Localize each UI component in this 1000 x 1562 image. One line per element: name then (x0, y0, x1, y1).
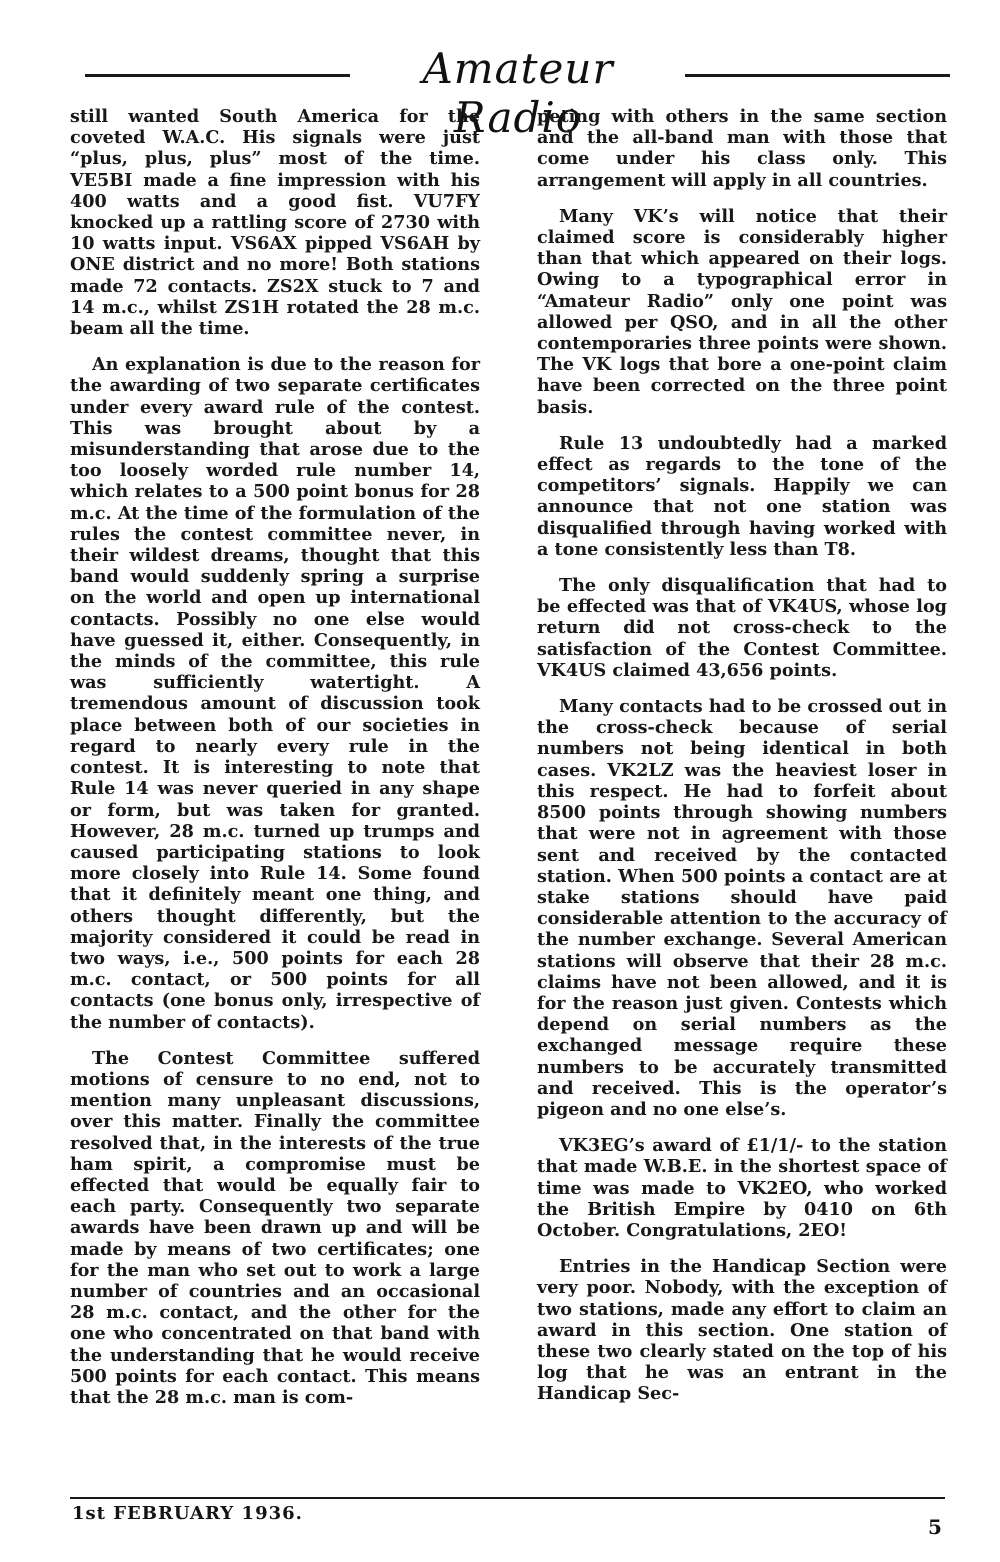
footer-rule (70, 1497, 945, 1499)
right-column (537, 106, 947, 1420)
masthead-rule-left (85, 74, 350, 77)
issue-date: 1st FEBRUARY 1936. (72, 1503, 303, 1524)
paragraph: The Contest Committee suffered motions of censure to no end, not to mention many unpleasant discussions, over this matter. Finally the committee resolved that, in the interests of the true ham spirit, a compromise must be effected that would be equally fair to each party. Consequently two separate awards have been drawn up and will be made by means of two certificates; one for the man who set out to work a large number of countries and an occasional 28 m.c. contact, and the other for the one who concentrated on that band with the understanding that he would receive 500 points for each contact. This means that the 28 m.c. man is com- (70, 1047, 480, 1408)
paragraph: VK3EG’s award of £1/1/- to the station that made W.B.E. in the shortest space of time was made to VK2EO, who worked the British Empire by 0410 on 6th October. Congratulations, 2EO! (537, 1135, 947, 1241)
masthead (85, 40, 950, 142)
paragraph: Many VK’s will notice that their claimed score is considerably higher than that which appeared on their logs. Owing to a typographical error in “Amateur Radio” only one point was allowed per QSO, and in all the other contemporaries three points were shown. The VK logs that bore a one-point claim have been corrected on the three point basis. (537, 205, 947, 418)
paragraph: peting with others in the same section and the all-band man with those that come under his class only. This arrangement will apply in all countries. (537, 106, 947, 191)
paragraph: An explanation is due to the reason for the awarding of two separate certificates under every award rule of the contest. This was brought about by a misunderstanding that arose due to the too loosely worded rule number 14, which relates to a 500 point bonus for 28 m.c. At the time of the formulation of the rules the contest committee never, in their wildest dreams, thought that this band would suddenly spring a surprise on the world and open up international contacts. Possibly no one else would have guessed it, either. Consequently, in the minds of the committee, this rule was sufficiently watertight. A tremendous amount of discussion took place between both of our societies in regard to nearly every rule in the contest. It is interesting to note that Rule 14 was never queried in any shape or form, but was taken for granted. However, 28 m.c. turned up trumps and caused participating stations to look more closely into Rule 14. Some found that it definitely meant one thing, and others thought differently, but the majority considered it could be read in two ways, i.e., 500 points for each 28 m.c. contact, or 500 points for all contacts (one bonus only, irrespective of the number of contacts). (70, 354, 480, 1033)
paragraph: Many contacts had to be crossed out in the cross-check because of serial numbers not being identical in both cases. VK2LZ was the heaviest loser in this respect. He had to forfeit about 8500 points through showing numbers that were not in agreement with those sent and received by the contacted station. When 500 points a contact are at stake stations should have paid considerable attention to the accuracy of the number exchange. Several American stations will observe that their 28 m.c. claims have not been allowed, and it is for the reason just given. Contests which depend on serial numbers as the exchanged message require these numbers to be accurately transmitted and received. This is the operator’s pigeon and no one else’s. (537, 696, 947, 1120)
publication-title: Amateur Radio (422, 44, 614, 142)
paragraph: The only disqualification that had to be effected was that of VK4US, whose log return did not cross-check to the satisfaction of the Contest Committee. VK4US claimed 43,656 points. (537, 575, 947, 681)
left-column (70, 106, 480, 1423)
paragraph: still wanted South America for the coveted W.A.C. His signals were just “plus, plus, plus” most of the time. VE5BI made a fine impression with his 400 watts and a good fist. VU7FY knocked up a rattling score of 2730 with 10 watts input. VS6AX pipped VS6AH by ONE district and no more! Both stations made 72 contacts. ZS2X stuck to 7 and 14 m.c., whilst ZS1H rotated the 28 m.c. beam all the time. (70, 106, 480, 340)
paragraph: Entries in the Handicap Section were very poor. Nobody, with the exception of two stations, made any effort to claim an award in this section. One station of these two clearly stated on the top of his log that he was an entrant in the Handicap Sec- (537, 1256, 947, 1405)
masthead-rule-right (685, 74, 950, 77)
paragraph: Rule 13 undoubtedly had a marked effect as regards to the tone of the competitors’ signals. Happily we can announce that not one station was disqualified through having worked with a tone consistently less than T8. (537, 432, 947, 560)
page-number: 5 (928, 1515, 942, 1539)
